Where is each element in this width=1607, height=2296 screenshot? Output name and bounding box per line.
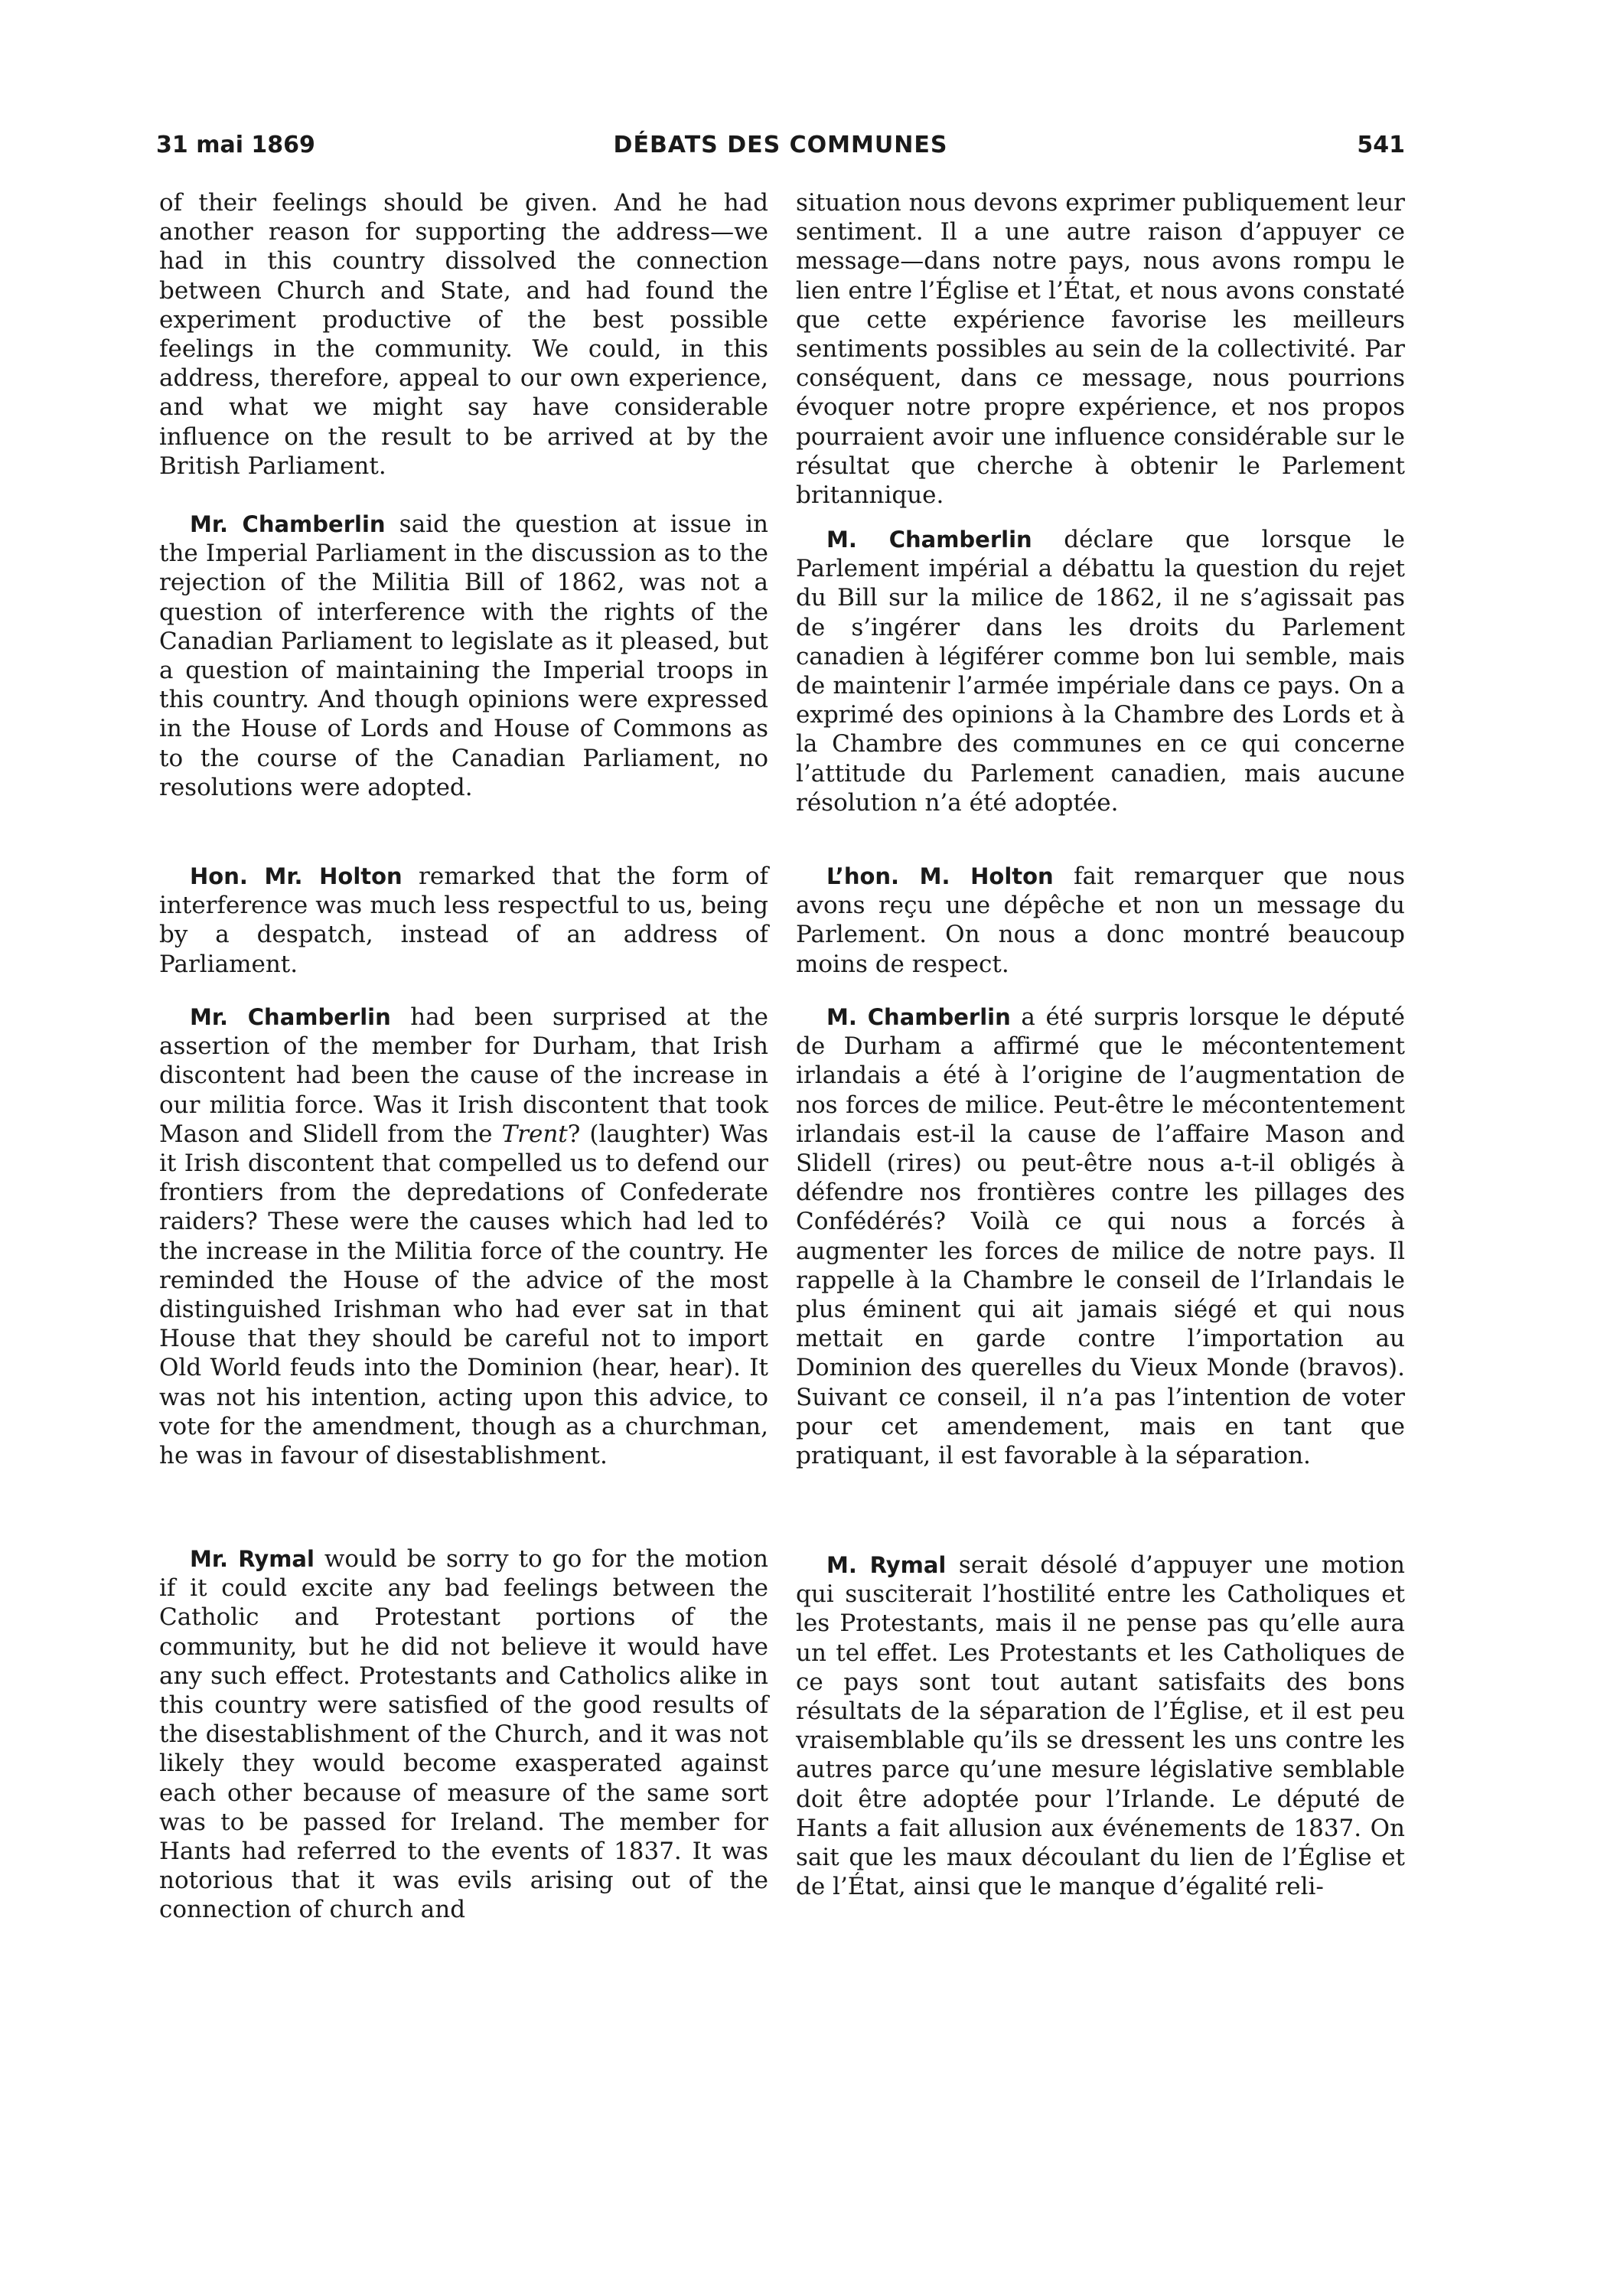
header-page-number: 541 <box>1357 132 1405 158</box>
english-paragraph-5 <box>159 1544 768 1925</box>
page-header <box>156 129 1405 162</box>
paragraph-text: would be sorry to go for the motion if it could excite any bad feelings between the Catholic and Protestant portions of the community, but he did not believe it would have any such effect. Protestants and Catholics alike in this country were satisfied of the good results of the disestablishment of the Church, and it was not likely they would become exasperated against each other because of measure of the same sort was to be passed for Ireland. The member for Hants had referred to the events of 1837. It was notorious that it was evils arising out of the connection of church and <box>159 1545 768 1924</box>
speaker-name: Mr. Chamberlin <box>190 511 386 537</box>
speaker-name: M. Chamberlin <box>826 1004 1011 1030</box>
paragraph-text: said the question at issue in the Imperial Parliament in the discussion as to the rejection of the Militia Bill of 1862, was not a question of interference with the rights of the Canadian Parliament to legislate as it pleased, but a question of maintaining the Imperial troops in this country. And though opinions were expressed in the House of Lords and House of Commons as to the course of the Canadian Parliament, no resolutions were adopted. <box>159 510 768 801</box>
paragraph-text: a été surpris lorsque le député de Durham a affirmé que le mécontentement irlandais a été à l’origine de l’augmentation de nos forces de milice. Peut-être le mécontentement irlandais est-il la cause de l’affaire Mason and Slidell (rires) ou peut-être nous a-t-il obligés à défendre nos frontières contre les pillages des Confédérés? Voilà ce qui nous a forcés à augmenter les forces de milice de notre pays. Il rappelle à la Chambre le conseil de l’Irlandais le plus éminent qui ait jamais siégé et qui nous mettait en garde contre l’importation au Dominion des querelles du Vieux Monde (bravos). Suivant ce conseil, il n’a pas l’intention de voter pour cet amendement, mais en tant que pratiquant, il est favorable à la séparation. <box>796 1003 1405 1470</box>
speaker-name: M. Chamberlin <box>826 527 1032 553</box>
speaker-name: Mr. Rymal <box>190 1546 315 1572</box>
english-paragraph-4 <box>159 1003 768 1470</box>
italic-ship-name: Trent <box>501 1120 568 1148</box>
french-paragraph-1 <box>796 188 1405 510</box>
paragraph-text: had been surprised at the assertion of the member for Durham, that Irish discontent had been the cause of the increase in our militia force. Was it Irish discontent that took Mason and Slidell from the <box>159 1003 768 1148</box>
speaker-name: M. Rymal <box>826 1552 947 1578</box>
french-paragraph-5 <box>796 1551 1405 1901</box>
paragraph-text: of their feelings should be given. And he had another reason for supporting the address—we had in this country dissolved the connection between Church and State, and had found the experiment productive of the best possible feelings in the community. We could, in this address, therefore, appeal to our own experience, and what we might say have considerable influence on the result to be arrived at by the British Parliament. <box>159 189 768 480</box>
paragraph-text: ? (laughter) Was it Irish discontent that compelled us to defend our frontiers from the depredations of Confederate raiders? These were the causes which had led to the increase in the Militia force of the country. He reminded the House of the advice of the most distinguished Irishman who had ever sat in that House that they should be careful not to import Old World feuds into the Dominion (hear, hear). It was not his intention, acting upon this advice, to vote for the amendment, though as a churchman, he was in favour of disestablishment. <box>159 1120 768 1470</box>
paragraph-text: remarked that the form of interference was much less respectful to us, being by a despatch, instead of an address of Parliament. <box>159 863 768 978</box>
speaker-name: Mr. Chamberlin <box>190 1004 391 1030</box>
speaker-name: Hon. Mr. Holton <box>190 863 403 889</box>
paragraph-text: fait remarquer que nous avons reçu une dépêche et non un message du Parlement. On nous a donc montré beaucoup moins de respect. <box>796 863 1405 978</box>
french-paragraph-3 <box>796 862 1405 979</box>
french-paragraph-2 <box>796 525 1405 817</box>
english-paragraph-2 <box>159 510 768 802</box>
english-paragraph-3 <box>159 862 768 979</box>
header-date: 31 mai 1869 <box>156 132 315 158</box>
english-paragraph-1 <box>159 188 768 481</box>
paragraph-text: serait désolé d’appuyer une motion qui susciterait l’hostilité entre les Catholiques et les Protestants, mais il ne pense pas qu’elle aura un tel effet. Les Protestants et les Catholiques de ce pays sont tout autant satisfaits des bons résultats de la séparation de l’Église, et il est peu vraisemblable qu’ils se dressent les uns contre les autres parce qu’une mesure législative semblable doit être adoptée pour l’Irlande. Le député de Hants a fait allusion aux événements de 1837. On sait que les maux découlant du lien de l’Église et de l’État, ainsi que le manque d’égalité reli- <box>796 1551 1405 1901</box>
paragraph-text: situation nous devons exprimer publiquement leur sentiment. Il a une autre raison d’appuyer ce message—dans notre pays, nous avons rompu le lien entre l’Église et l’État, et nous avons constaté que cette expérience favorise les meilleurs sentiments possibles au sein de la collectivité. Par conséquent, dans ce message, nous pourrions évoquer notre propre expérience, et nos propos pourraient avoir une influence considérable sur le résultat que cherche à obtenir le Parlement britannique. <box>796 189 1405 510</box>
speaker-name: L’hon. M. Holton <box>826 863 1054 889</box>
header-title: DÉBATS DES COMMUNES <box>613 132 948 158</box>
french-paragraph-4 <box>796 1003 1405 1470</box>
paragraph-text: déclare que lorsque le Parlement impérial a débattu la question du rejet du Bill sur la milice de 1862, il ne s’agissait pas de s’ingérer dans les droits du Parlement canadien à légiférer comme bon lui semble, mais de maintenir l’armée impériale dans ce pays. On a exprimé des opinions à la Chambre des Lords et à la Chambre des communes en ce qui concerne l’attitude du Parlement canadien, mais aucune résolution n’a été adoptée. <box>796 526 1405 817</box>
